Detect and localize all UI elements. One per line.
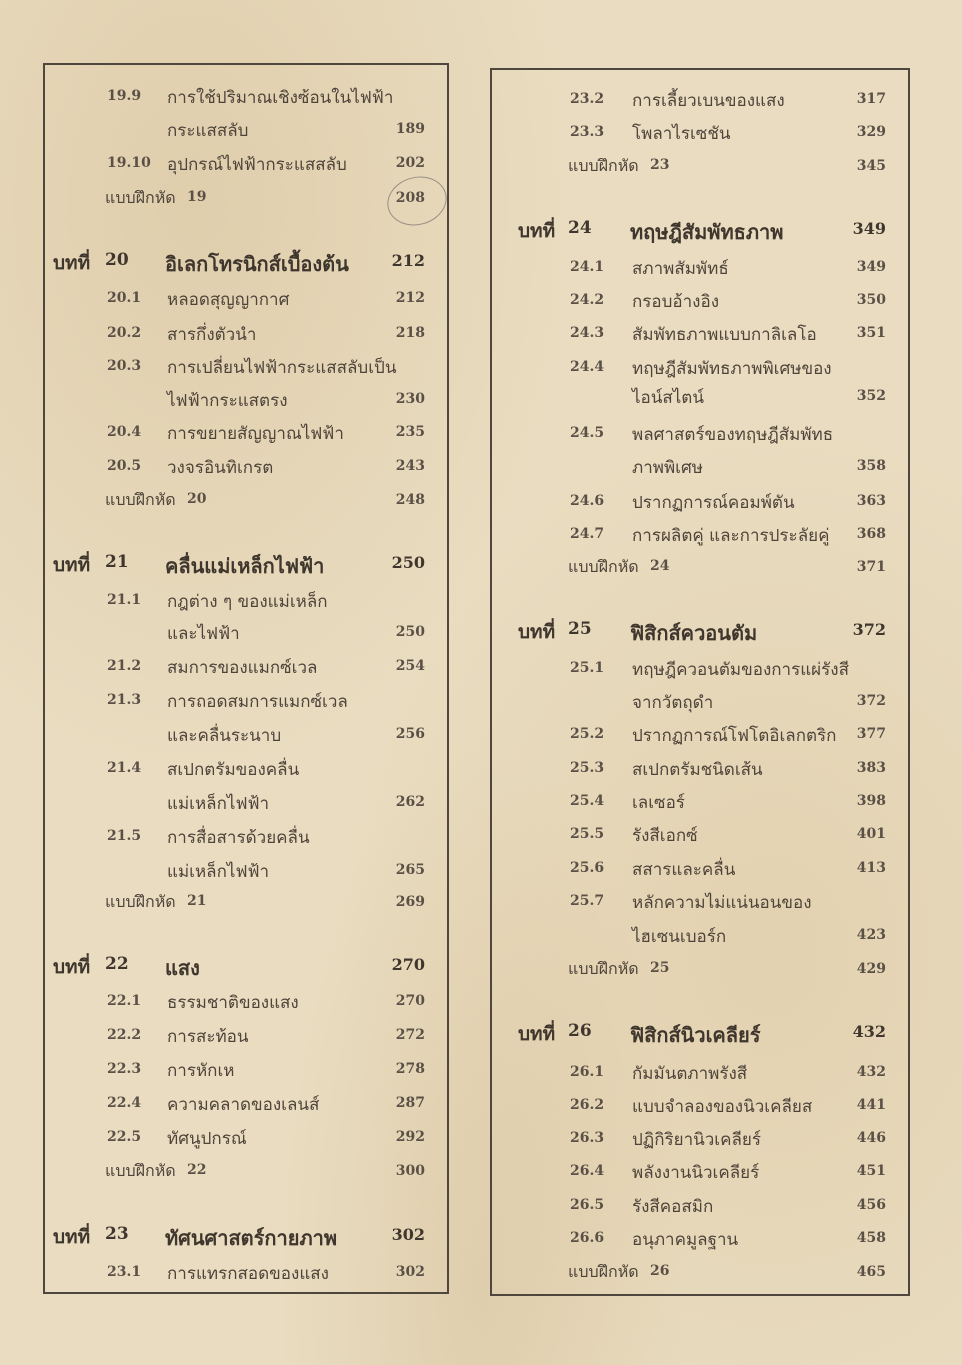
- section-title: กระแสสลับ: [167, 121, 249, 141]
- section-title: สเปกตรัมชนิดเส้น: [632, 760, 763, 780]
- toc-entry-row: [45, 82, 447, 112]
- page-number: 269: [395, 894, 425, 910]
- page-number: 292: [395, 1129, 425, 1145]
- toc-entry-row: [492, 1091, 908, 1121]
- pencil-circle-annotation: [382, 170, 452, 232]
- toc-entry-row: [45, 788, 447, 818]
- section-number: 24.7: [570, 526, 605, 542]
- toc-entry-row: [45, 754, 447, 784]
- toc-exercise-row: [492, 955, 908, 985]
- toc-entry-row: [492, 921, 908, 951]
- page-number: 413: [856, 860, 886, 876]
- chapter-label: บทที่: [518, 220, 556, 242]
- toc-entry-row: [492, 353, 908, 383]
- page-number: 202: [395, 155, 425, 171]
- section-title: และคลื่นระนาบ: [167, 726, 282, 746]
- toc-entry-row: [45, 385, 447, 415]
- section-number: 24.2: [570, 292, 605, 308]
- toc-entry-row: [45, 1089, 447, 1119]
- toc-entry-row: [492, 1224, 908, 1254]
- section-number: 21.1: [107, 592, 142, 608]
- page-number: 230: [395, 391, 425, 407]
- section-title: ไอน์สไตน์: [632, 388, 704, 408]
- toc-entry-row: [492, 820, 908, 850]
- page-number: 235: [395, 424, 425, 440]
- section-number: 21.3: [107, 692, 142, 708]
- page-number: 350: [856, 292, 886, 308]
- page-number: 432: [852, 1022, 886, 1041]
- toc-entry-row: [45, 418, 447, 448]
- section-title: พลังงานนิวเคลียร์: [632, 1163, 760, 1183]
- toc-entry-row: [45, 652, 447, 682]
- section-number: 26.4: [570, 1163, 605, 1179]
- section-title: สสารและคลื่น: [632, 860, 736, 880]
- toc-entry-row: [492, 854, 908, 884]
- section-number: 24.1: [570, 259, 605, 275]
- page-number: 272: [395, 1027, 425, 1043]
- section-title: ภาพพิเศษ: [632, 458, 703, 478]
- section-number: 24.6: [570, 493, 605, 509]
- section-number: 21.2: [107, 658, 142, 674]
- toc-entry-row: [492, 382, 908, 412]
- exercise-label: แบบฝึกหัด: [105, 188, 176, 207]
- chapter-label: บทที่: [53, 956, 91, 978]
- page-number: 262: [395, 794, 425, 810]
- section-title: สัมพัทธภาพแบบกาลิเลโอ: [632, 325, 817, 345]
- section-number: 23.3: [570, 124, 605, 140]
- page-number: 372: [852, 620, 886, 639]
- toc-entry-row: [45, 352, 447, 382]
- exercise-number: 26: [650, 1263, 670, 1279]
- toc-left-column: [43, 63, 449, 1294]
- exercise-label: แบบฝึกหัด: [568, 156, 639, 175]
- section-title: ทฤษฎีสัมพัทธภาพพิเศษของ: [632, 359, 832, 379]
- page-number: 368: [856, 526, 886, 542]
- section-number: 25.4: [570, 793, 605, 809]
- page-number: 423: [856, 927, 886, 943]
- page-number: 212: [395, 290, 425, 306]
- chapter-label: บทที่: [53, 252, 91, 274]
- page-number: 358: [856, 458, 886, 474]
- section-number: 26.6: [570, 1230, 605, 1246]
- section-number: 19.9: [107, 88, 142, 104]
- chapter-number: 22: [105, 954, 129, 974]
- chapter-title: ทฤษฎีสัมพัทธภาพ: [630, 220, 784, 244]
- toc-exercise-row: [492, 1258, 908, 1288]
- section-number: 22.5: [107, 1129, 142, 1145]
- section-number: 20.5: [107, 458, 142, 474]
- section-title: กรอบอ้างอิง: [632, 292, 719, 312]
- section-title: การแทรกสอดของแสง: [167, 1264, 329, 1284]
- section-title: สมการของแมกซ์เวล: [167, 658, 318, 678]
- toc-entry-row: [45, 987, 447, 1017]
- page-number: 212: [391, 251, 425, 270]
- toc-chapter-row: [492, 1019, 908, 1049]
- section-title: ทฤษฎีควอนตัมของการแผ่รังสี: [632, 660, 849, 680]
- section-title: หลักความไม่แน่นอนของ: [632, 893, 812, 913]
- page-number: 329: [856, 124, 886, 140]
- exercise-number: 20: [187, 491, 207, 507]
- toc-entry-row: [45, 720, 447, 750]
- toc-right-column: [490, 68, 910, 1296]
- toc-entry-row: [45, 1055, 447, 1085]
- toc-entry-row: [492, 687, 908, 717]
- exercise-number: 19: [187, 189, 207, 205]
- page-number: 363: [856, 493, 886, 509]
- toc-entry-row: [45, 586, 447, 616]
- section-number: 24.4: [570, 359, 605, 375]
- page-number: 349: [856, 259, 886, 275]
- section-title: สารกึ่งตัวนำ: [167, 325, 257, 345]
- toc-entry-row: [45, 1123, 447, 1153]
- page-number: 465: [856, 1264, 886, 1280]
- page-number: 302: [395, 1264, 425, 1280]
- section-number: 22.4: [107, 1095, 142, 1111]
- section-title: การผลิตคู่ และการประลัยคู่: [632, 526, 830, 546]
- chapter-title: คลื่นแม่เหล็กไฟฟ้า: [165, 554, 325, 578]
- chapter-title: อิเลกโทรนิกส์เบื้องต้น: [165, 252, 349, 276]
- toc-entry-row: [45, 1021, 447, 1051]
- page-number: 270: [391, 955, 425, 974]
- page-number: 456: [856, 1197, 886, 1213]
- toc-exercise-row: [492, 152, 908, 182]
- page-number: 451: [856, 1163, 886, 1179]
- section-number: 26.5: [570, 1197, 605, 1213]
- section-title: สภาพสัมพัทธ์: [632, 259, 729, 279]
- exercise-label: แบบฝึกหัด: [105, 490, 176, 509]
- section-title: อุปกรณ์ไฟฟ้ากระแสสลับ: [167, 155, 347, 175]
- page-number: 441: [856, 1097, 886, 1113]
- section-number: 20.1: [107, 290, 142, 306]
- section-number: 26.1: [570, 1064, 605, 1080]
- section-number: 23.1: [107, 1264, 142, 1280]
- page-number: 372: [856, 693, 886, 709]
- page-number: 349: [852, 219, 886, 238]
- section-title: ปรากฏการณ์คอมพ์ตัน: [632, 493, 795, 513]
- toc-entry-row: [492, 754, 908, 784]
- chapter-title: ฟิสิกส์นิวเคลียร์: [630, 1023, 761, 1047]
- toc-entry-row: [45, 686, 447, 716]
- section-number: 24.5: [570, 425, 605, 441]
- section-title: สเปกตรัมของคลื่น: [167, 760, 300, 780]
- section-number: 22.2: [107, 1027, 142, 1043]
- toc-entry-row: [492, 787, 908, 817]
- page-number: 401: [856, 826, 886, 842]
- toc-chapter-row: [492, 617, 908, 647]
- page-number: 218: [395, 325, 425, 341]
- section-title: รังสีคอสมิก: [632, 1197, 714, 1217]
- page-number: 250: [391, 553, 425, 572]
- toc-entry-row: [45, 115, 447, 145]
- section-title: แม่เหล็กไฟฟ้า: [167, 862, 270, 882]
- page-number: 270: [395, 993, 425, 1009]
- section-number: 25.2: [570, 726, 605, 742]
- toc-chapter-row: [492, 216, 908, 246]
- toc-exercise-row: [45, 888, 447, 918]
- chapter-number: 24: [568, 218, 592, 238]
- toc-entry-row: [45, 1258, 447, 1288]
- page-number: 345: [856, 158, 886, 174]
- section-number: 26.2: [570, 1097, 605, 1113]
- section-title: การใช้ปริมาณเชิงซ้อนในไฟฟ้า: [167, 88, 394, 108]
- exercise-number: 22: [187, 1162, 207, 1178]
- chapter-number: 21: [105, 552, 129, 572]
- page-number: 351: [856, 325, 886, 341]
- section-number: 20.2: [107, 325, 142, 341]
- page-number: 278: [395, 1061, 425, 1077]
- toc-entry-row: [45, 856, 447, 886]
- chapter-number: 23: [105, 1224, 129, 1244]
- section-title: หลอดสุญญากาศ: [167, 290, 290, 310]
- toc-chapter-row: [45, 550, 447, 580]
- section-title: อนุภาคมูลฐาน: [632, 1230, 739, 1250]
- section-number: 23.2: [570, 91, 605, 107]
- section-title: การเปลี่ยนไฟฟ้ากระแสสลับเป็น: [167, 358, 397, 378]
- toc-chapter-row: [45, 1222, 447, 1252]
- page-number: 429: [856, 961, 886, 977]
- toc-entry-row: [45, 822, 447, 852]
- section-number: 25.1: [570, 660, 605, 676]
- section-number: 25.5: [570, 826, 605, 842]
- toc-entry-row: [492, 253, 908, 283]
- section-title: กฎต่าง ๆ ของแม่เหล็ก: [167, 592, 328, 612]
- exercise-number: 24: [650, 558, 670, 574]
- page-number: 287: [395, 1095, 425, 1111]
- page-number: 302: [391, 1225, 425, 1244]
- toc-entry-row: [45, 284, 447, 314]
- section-title: รังสีเอกซ์: [632, 826, 698, 846]
- section-title: ไฟฟ้ากระแสตรง: [167, 391, 288, 411]
- toc-entry-row: [492, 1124, 908, 1154]
- section-title: ความคลาดของเลนส์: [167, 1095, 320, 1115]
- page-number: 398: [856, 793, 886, 809]
- section-title: แม่เหล็กไฟฟ้า: [167, 794, 270, 814]
- toc-entry-row: [45, 319, 447, 349]
- section-title: ปฏิกิริยานิวเคลียร์: [632, 1130, 761, 1150]
- section-number: 22.3: [107, 1061, 142, 1077]
- section-title: การสะท้อน: [167, 1027, 249, 1047]
- page-number: 377: [856, 726, 886, 742]
- section-number: 20.4: [107, 424, 142, 440]
- section-number: 20.3: [107, 358, 142, 374]
- page-number: 189: [395, 121, 425, 137]
- section-title: พลศาสตร์ของทฤษฎีสัมพัทธ: [632, 425, 834, 445]
- toc-entry-row: [492, 1058, 908, 1088]
- page-number: 250: [395, 624, 425, 640]
- toc-entry-row: [492, 654, 908, 684]
- toc-entry-row: [492, 520, 908, 550]
- section-title: การขยายสัญญาณไฟฟ้า: [167, 424, 344, 444]
- section-title: การสื่อสารด้วยคลื่น: [167, 828, 310, 848]
- section-number: 26.3: [570, 1130, 605, 1146]
- section-title: จากวัตถุดำ: [632, 693, 714, 713]
- section-title: แบบจำลองของนิวเคลียส: [632, 1097, 813, 1117]
- exercise-label: แบบฝึกหัด: [105, 892, 176, 911]
- toc-entry-row: [492, 118, 908, 148]
- section-title: กัมมันตภาพรังสี: [632, 1064, 748, 1084]
- page-number: 432: [856, 1064, 886, 1080]
- section-number: 22.1: [107, 993, 142, 1009]
- section-title: วงจรอินทิเกรต: [167, 458, 274, 478]
- toc-entry-row: [492, 1157, 908, 1187]
- section-title: ปรากฏการณ์โฟโตอิเลกตริก: [632, 726, 837, 746]
- toc-exercise-row: [492, 553, 908, 583]
- page-number: 352: [856, 388, 886, 404]
- chapter-label: บทที่: [53, 554, 91, 576]
- exercise-number: 21: [187, 893, 207, 909]
- toc-entry-row: [492, 487, 908, 517]
- page-number: 317: [856, 91, 886, 107]
- page-number: 265: [395, 862, 425, 878]
- page-number: 383: [856, 760, 886, 776]
- page-number: 248: [395, 492, 425, 508]
- exercise-number: 23: [650, 157, 670, 173]
- toc-exercise-row: [45, 1157, 447, 1187]
- toc-entry-row: [492, 1191, 908, 1221]
- section-number: 21.4: [107, 760, 142, 776]
- chapter-title: แสง: [165, 956, 200, 980]
- exercise-label: แบบฝึกหัด: [568, 557, 639, 576]
- chapter-title: ฟิสิกส์ควอนตัม: [630, 621, 758, 645]
- toc-entry-row: [492, 452, 908, 482]
- section-number: 25.7: [570, 893, 605, 909]
- toc-entry-row: [45, 618, 447, 648]
- page-number: 256: [395, 726, 425, 742]
- page-number: 446: [856, 1130, 886, 1146]
- exercise-label: แบบฝึกหัด: [568, 959, 639, 978]
- exercise-number: 25: [650, 960, 670, 976]
- page-number: 208: [395, 190, 425, 206]
- toc-entry-row: [45, 149, 447, 179]
- toc-entry-row: [492, 419, 908, 449]
- section-title: โพลาไรเซชัน: [632, 124, 731, 144]
- section-number: 24.3: [570, 325, 605, 341]
- section-title: ทัศนูปกรณ์: [167, 1129, 247, 1149]
- section-title: ธรรมชาติของแสง: [167, 993, 299, 1013]
- exercise-label: แบบฝึกหัด: [568, 1262, 639, 1281]
- toc-entry-row: [492, 887, 908, 917]
- page-number: 300: [395, 1163, 425, 1179]
- page-number: 458: [856, 1230, 886, 1246]
- toc-entry-row: [492, 85, 908, 115]
- toc-chapter-row: [45, 952, 447, 982]
- section-number: 25.3: [570, 760, 605, 776]
- chapter-number: 25: [568, 619, 592, 639]
- exercise-label: แบบฝึกหัด: [105, 1161, 176, 1180]
- section-title: การถอดสมการแมกซ์เวล: [167, 692, 348, 712]
- section-number: 25.6: [570, 860, 605, 876]
- section-title: เลเซอร์: [632, 793, 685, 813]
- chapter-label: บทที่: [518, 1023, 556, 1045]
- section-title: การหักเห: [167, 1061, 235, 1081]
- chapter-number: 20: [105, 250, 129, 270]
- chapter-label: บทที่: [518, 621, 556, 643]
- toc-entry-row: [492, 319, 908, 349]
- section-title: การเลี้ยวเบนของแสง: [632, 91, 785, 111]
- section-number: 21.5: [107, 828, 142, 844]
- section-title: และไฟฟ้า: [167, 624, 240, 644]
- toc-exercise-row: [45, 486, 447, 516]
- page-number: 371: [856, 559, 886, 575]
- toc-entry-row: [45, 452, 447, 482]
- toc-chapter-row: [45, 248, 447, 278]
- toc-entry-row: [492, 286, 908, 316]
- section-number: 19.10: [107, 155, 151, 171]
- chapter-label: บทที่: [53, 1226, 91, 1248]
- toc-entry-row: [492, 720, 908, 750]
- chapter-number: 26: [568, 1021, 592, 1041]
- page-number: 243: [395, 458, 425, 474]
- section-title: ไฮเซนเบอร์ก: [632, 927, 727, 947]
- chapter-title: ทัศนศาสตร์กายภาพ: [165, 1226, 338, 1250]
- page-number: 254: [395, 658, 425, 674]
